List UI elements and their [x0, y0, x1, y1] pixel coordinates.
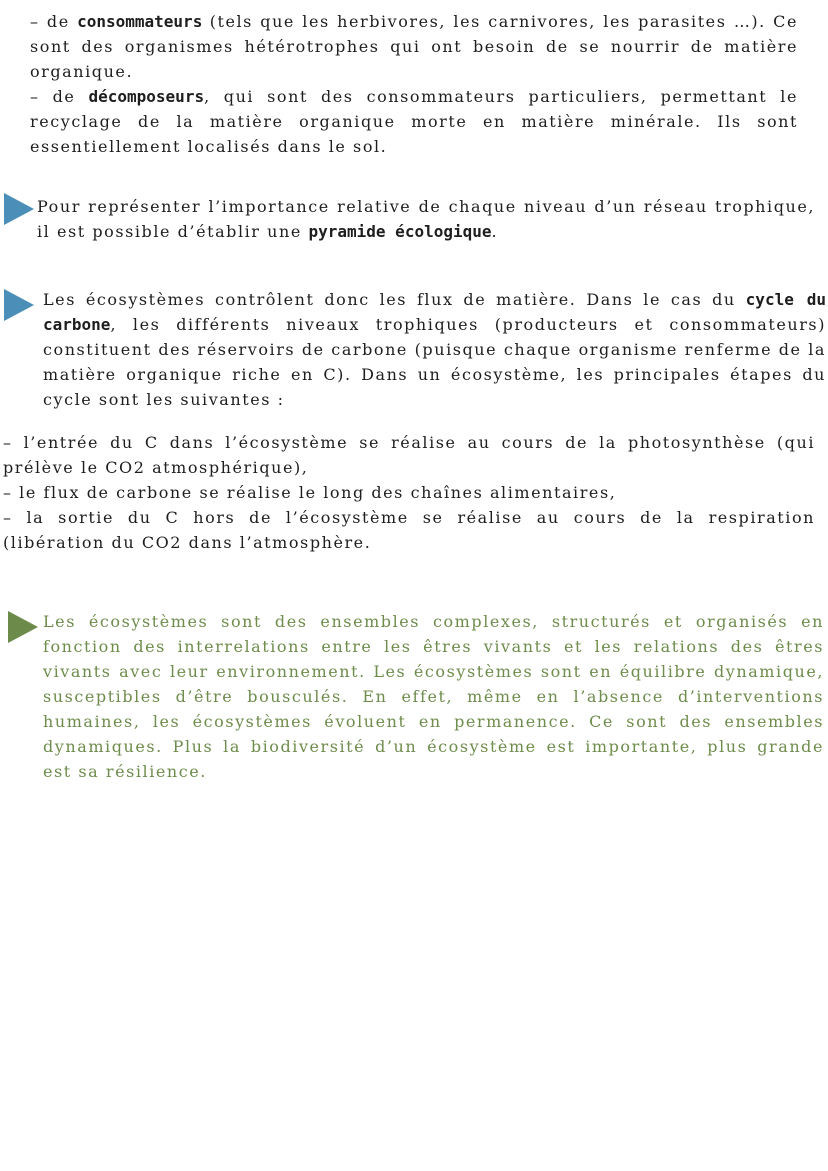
olive-arrow-icon — [8, 611, 38, 643]
summary-paragraph: Les écosystèmes sont des ensembles complexes, structurés et organisés en fonction des interrelations entre les êtres vivants et les relations des êtres vivants avec leur environnement. Les écosystèmes sont en équilibre dynamique, susceptibles d’être bousculés. En effet, même en l’absence d’interventions humaines, les écosystèmes évoluent en permanence. Ce sont des ensembles dynamiques. Plus la biodiversité d’un écosystème est importante, plus grande est sa résilience. — [43, 612, 824, 781]
carbon-text: Les écosystèmes contrôlent donc les flux de matière. Dans le cas du — [43, 290, 746, 309]
carbon-paragraph — [43, 287, 826, 412]
summary-section — [43, 609, 824, 784]
step-item: – la sortie du C hors de l’écosystème se réalise au cours de la respiration (libération du CO2 dans l’atmosphère. — [3, 508, 815, 552]
consumers-paragraph — [30, 9, 798, 84]
pyramid-period: . — [491, 222, 499, 241]
carbon-text-rest: , les différents niveaux trophiques (producteurs et consommateurs) constituent des réservoirs de carbone (puisque chaque organisme renferme de la matière organique riche en C). Dans un écosystème, les principales étapes du cycle sont les suivantes : — [43, 315, 826, 409]
consumers-text: (tels que les herbivores, les carnivores, les parasites …). Ce sont des organismes hétérotrophes qui ont besoin de se nourrir de matière organique. — [30, 12, 798, 81]
blue-arrow-icon — [4, 289, 34, 321]
blue-arrow-icon — [4, 193, 34, 225]
carbon-section — [43, 287, 826, 412]
carbon-cycle-term: cycle du carbone — [43, 290, 826, 334]
pyramid-section — [37, 194, 815, 244]
pyramid-paragraph — [37, 194, 815, 244]
consumers-prefix: – de — [30, 12, 78, 31]
decomposers-text: , qui sont des consommateurs particuliers, permettant le recyclage de la matière organique morte en matière minérale. Ils sont essentiellement localisés dans le sol. — [30, 87, 798, 156]
consumers-term: consommateurs — [77, 12, 203, 31]
step-item: – le flux de carbone se réalise le long des chaînes alimentaires, — [3, 483, 617, 502]
decomposers-paragraph — [30, 84, 798, 159]
step-item: – l’entrée du C dans l’écosystème se réalise au cours de la photosynthèse (qui prélève le CO2 atmosphérique), — [3, 433, 815, 477]
pyramid-text: Pour représenter l’importance relative de chaque niveau d’un réseau trophique, il est possible d’établir une — [37, 197, 815, 241]
pyramid-term: pyramide écologique — [308, 222, 492, 241]
decomposers-term: décomposeurs — [88, 87, 205, 106]
carbon-steps-list — [3, 430, 815, 555]
decomposers-prefix: – de — [30, 87, 89, 106]
intro-section — [30, 9, 798, 159]
